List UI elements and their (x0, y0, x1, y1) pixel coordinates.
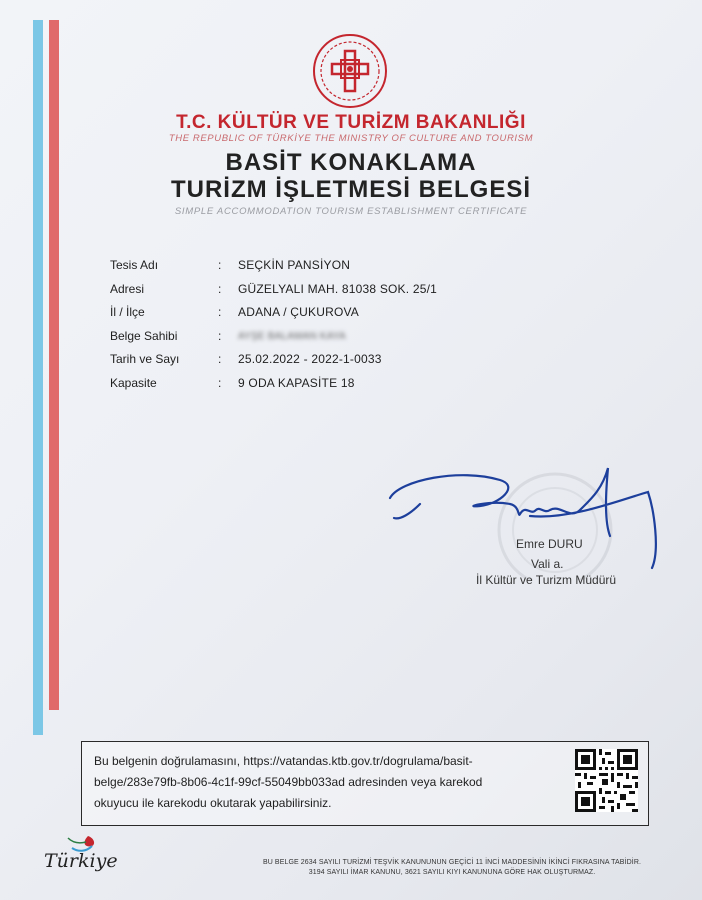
field-value-redacted: AYŞE BALAMAN KAYA (238, 330, 346, 342)
field-separator: : (218, 352, 222, 367)
verification-text: Bu belgenin doğrulamasını, https://vatandas.ktb.gov.tr/dogrulama/basit-belge/283e79fb-8b06-4c1f-99cf-55049bb033ad adresinden veya karekod okuyucu ile karekodu okutarak yapabilirsiniz. (94, 754, 483, 810)
signatory-name: Emre DURU (516, 537, 583, 551)
field-separator: : (218, 281, 222, 296)
field-label: Kapasite (110, 375, 157, 390)
official-signature-with-seal (380, 460, 670, 580)
certificate-title-line1: BASİT KONAKLAMA (225, 149, 477, 176)
field-value: ADANA / ÇUKUROVA (238, 305, 360, 320)
field-label: Belge Sahibi (110, 328, 178, 343)
field-separator: : (218, 305, 222, 320)
field-value: GÜZELYALI MAH. 81038 SOK. 25/1 (238, 281, 437, 296)
turkiye-logo-text: Türkiye (44, 850, 118, 872)
ministry-name-en: THE REPUBLIC OF TÜRKİYE THE MINISTRY OF CULTURE AND TOURISM (168, 133, 534, 144)
field-label: İl / İlçe (110, 305, 145, 320)
turkiye-logo (36, 834, 128, 880)
field-separator: : (218, 375, 222, 390)
field-separator: : (218, 258, 222, 272)
qr-code-icon[interactable] (575, 749, 638, 812)
ministry-emblem-icon (312, 33, 388, 109)
field-value: 25.02.2022 - 2022-1-0033 (238, 352, 382, 367)
field-label: Tesis Adı (110, 258, 159, 272)
field-value: SEÇKİN PANSİYON (238, 258, 351, 272)
legal-notice: BU BELGE 2634 SAYILI TURİZMİ TEŞVİK KANUNUNUN GEÇİCİ 11 İNCİ MADDESİNİN İKİNCİ FIKRASINA TABİDİR. 3194 SAYILI İMAR KANUNU, 3621 SAYILI KIYI KANUNUNA GÖRE HAK OLUŞTURMAZ. (262, 859, 642, 876)
field-label: Tarih ve Sayı (110, 352, 180, 367)
certificate-title-line2: TURİZM İŞLETMESİ BELGESİ (170, 176, 531, 203)
signatory-title: Vali a. (531, 557, 564, 571)
certificate-subtitle: SIMPLE ACCOMMODATION TOURISM ESTABLISHMENT CERTIFICATE (174, 206, 528, 217)
field-value: 9 ODA KAPASİTE 18 (238, 375, 355, 390)
field-separator: : (218, 328, 222, 343)
verification-box (81, 741, 649, 826)
signatory-office: İl Kültür ve Turizm Müdürü (476, 573, 617, 587)
field-label: Adresi (110, 281, 145, 296)
ministry-name-tr: T.C. KÜLTÜR VE TURİZM BAKANLIĞI (176, 112, 526, 133)
